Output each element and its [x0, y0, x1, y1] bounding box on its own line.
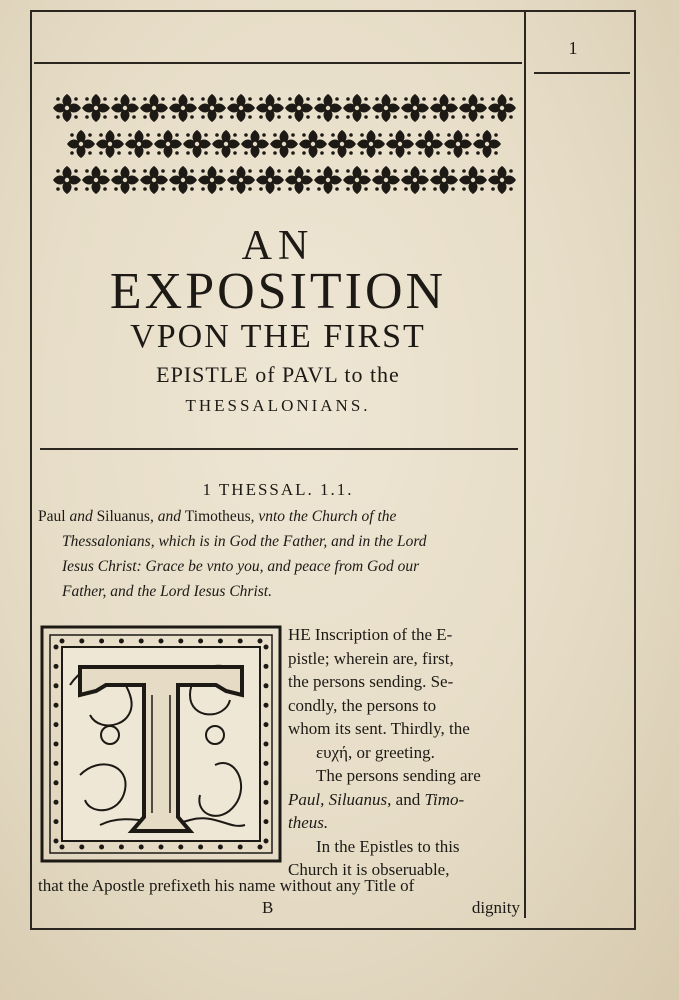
fleuron-ornament	[299, 130, 327, 158]
fleuron-ornament	[415, 130, 443, 158]
border-dot	[264, 780, 269, 785]
fleuron-ornament	[111, 166, 139, 194]
margin-rule	[524, 10, 526, 918]
body-line: theus.	[288, 813, 329, 832]
fleuron-ornament	[372, 94, 400, 122]
catchword: dignity	[471, 898, 520, 917]
fleuron-ornament	[227, 166, 255, 194]
fleuron-ornament	[198, 166, 226, 194]
section-rule	[40, 448, 518, 450]
fleuron-ornament	[82, 94, 110, 122]
fleuron-ornament	[270, 130, 298, 158]
border-dot	[264, 761, 269, 766]
body-text-beside-initial	[288, 623, 524, 882]
fleuron-ornament	[314, 166, 342, 194]
border-dot	[218, 845, 223, 850]
border-dot	[79, 845, 84, 850]
fleuron-ornament	[459, 94, 487, 122]
fleuron-ornament	[140, 166, 168, 194]
body-line: Church it is obseruable,	[288, 860, 450, 879]
decorated-initial-t	[40, 625, 282, 863]
border-dot	[264, 683, 269, 688]
fleuron-ornament	[473, 130, 501, 158]
border-dot	[238, 845, 243, 850]
border-dot	[139, 845, 144, 850]
border-dot	[54, 742, 59, 747]
border-dot	[54, 683, 59, 688]
border-dot	[60, 639, 65, 644]
title-line-1: AN	[241, 223, 315, 269]
border-dot	[264, 664, 269, 669]
page-number: 1	[568, 38, 578, 58]
verse-line-4: Father, and the Lord Iesus Christ.	[62, 583, 272, 600]
border-dot	[99, 845, 104, 850]
border-dot	[258, 639, 263, 644]
fleuron-ornament	[53, 166, 81, 194]
fleuron-ornament	[256, 94, 284, 122]
border-dot	[264, 645, 269, 650]
signature-mark: B	[262, 898, 274, 917]
fleuron-ornament	[96, 130, 124, 158]
fleuron-ornament	[343, 166, 371, 194]
body-line: whom its sent. Thirdly, the	[288, 719, 470, 738]
title-line-4: EPISTLE of PAVL to the	[156, 362, 400, 387]
verse-line-2: Thessalonians, which is in God the Father, and in the Lord	[62, 533, 427, 550]
verse-line-3: Iesus Christ: Grace be vnto you, and peace from God our	[62, 558, 420, 575]
fleuron-ornament	[459, 166, 487, 194]
border-dot	[218, 639, 223, 644]
border-dot	[54, 664, 59, 669]
border-dot	[54, 761, 59, 766]
fleuron-ornament	[140, 94, 168, 122]
border-dot	[54, 819, 59, 824]
body-line-full-width: that the Apostle prefixeth his name without any Title of	[38, 876, 415, 895]
border-dot	[54, 722, 59, 727]
border-dot	[264, 839, 269, 844]
body-line: HE Inscription of the E-	[288, 625, 453, 644]
border-dot	[159, 639, 164, 644]
fleuron-ornament	[285, 94, 313, 122]
body-line: condly, the persons to	[288, 695, 437, 715]
fleuron-ornament	[430, 166, 458, 194]
border-dot	[159, 845, 164, 850]
fleuron-ornament	[256, 166, 284, 194]
fleuron-ornament	[328, 130, 356, 158]
fleuron-ornament	[111, 94, 139, 122]
fleuron-ornament	[82, 166, 110, 194]
fleuron-ornament	[125, 130, 153, 158]
fleuron-ornament	[401, 166, 429, 194]
border-dot	[119, 639, 124, 644]
fleuron-ornament	[343, 94, 371, 122]
fleuron-ornament	[169, 166, 197, 194]
fleuron-ornament	[444, 130, 472, 158]
fleuron-ornament	[488, 94, 516, 122]
verse-line-1: Paul and Siluanus, and Timotheus, vnto the Church of the	[38, 508, 397, 525]
border-dot	[198, 845, 203, 850]
fleuron-ornament	[285, 166, 313, 194]
fleuron-ornament	[154, 130, 182, 158]
fleuron-ornament	[198, 94, 226, 122]
body-line: The persons sending are	[316, 766, 481, 785]
scripture-verse	[38, 504, 522, 604]
body-line: ευχή, or greeting.	[288, 741, 524, 765]
fleuron-ornament	[488, 166, 516, 194]
title-line-3: VPON THE FIRST	[130, 318, 426, 355]
fleuron-ornament	[53, 94, 81, 122]
fleuron-ornament	[227, 94, 255, 122]
border-dot	[54, 839, 59, 844]
head-rule	[34, 62, 522, 64]
border-dot	[198, 639, 203, 644]
border-dot	[139, 639, 144, 644]
fleuron-ornament	[430, 94, 458, 122]
fleuron-ornament	[169, 94, 197, 122]
fleuron-ornament	[372, 166, 400, 194]
fleuron-ornament	[241, 130, 269, 158]
body-line: the persons sending. Se-	[288, 672, 454, 691]
ornament-band	[52, 88, 518, 200]
border-dot	[54, 800, 59, 805]
border-dot	[238, 639, 243, 644]
fleuron-ornament	[183, 130, 211, 158]
border-dot	[264, 819, 269, 824]
body-line: Paul, Siluanus, and Timo-	[288, 789, 465, 809]
title-line-2: EXPOSITION	[109, 263, 447, 320]
title-line-5: THESSALONIANS.	[185, 396, 371, 415]
fleuron-ornament	[212, 130, 240, 158]
greek-word: ευχή	[316, 742, 348, 762]
fleuron-ornament	[314, 94, 342, 122]
border-dot	[258, 845, 263, 850]
body-line: In the Epistles to this	[316, 836, 460, 856]
scripture-reference: 1 THESSAL. 1.1.	[202, 480, 354, 499]
fleuron-ornament	[401, 94, 429, 122]
border-dot	[99, 639, 104, 644]
fleuron-ornament	[386, 130, 414, 158]
border-dot	[79, 639, 84, 644]
border-dot	[54, 780, 59, 785]
border-dot	[264, 703, 269, 708]
border-dot	[54, 645, 59, 650]
border-dot	[54, 703, 59, 708]
border-dot	[60, 845, 65, 850]
fleuron-ornament	[357, 130, 385, 158]
border-dot	[264, 800, 269, 805]
border-dot	[178, 639, 183, 644]
folio-rule	[534, 72, 630, 74]
fleuron-ornament	[67, 130, 95, 158]
border-dot	[264, 742, 269, 747]
body-line: pistle; wherein are, first,	[288, 648, 454, 668]
border-dot	[178, 845, 183, 850]
border-dot	[119, 845, 124, 850]
border-dot	[264, 722, 269, 727]
